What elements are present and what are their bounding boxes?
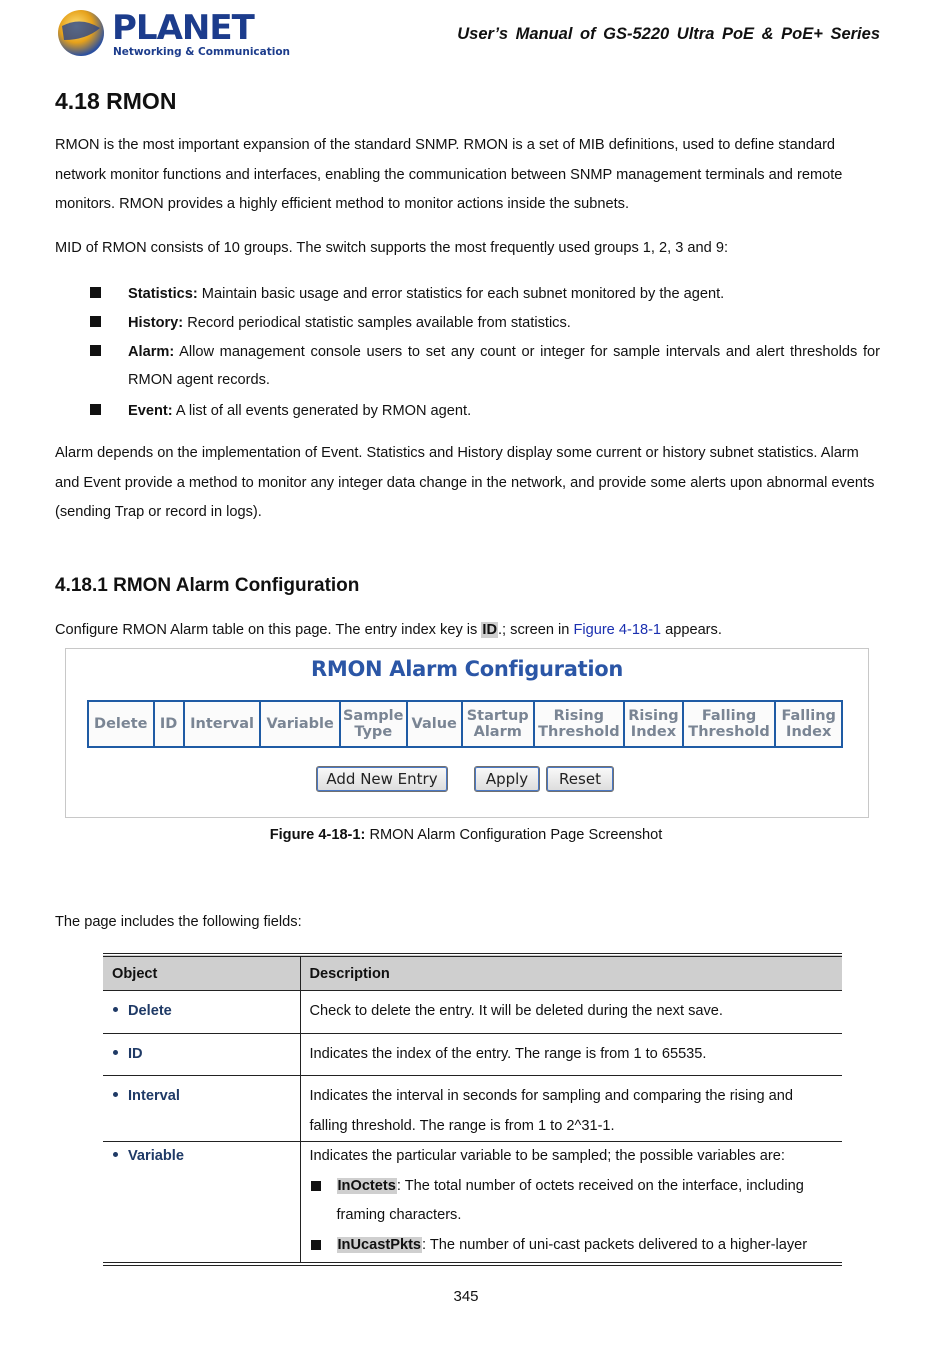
- bullet-dot-icon: [113, 1092, 118, 1097]
- list-item: InUcastPkts: The number of uni-cast packets delivered to a higher-layer: [310, 1231, 834, 1261]
- column-header-delete: Delete: [88, 701, 154, 747]
- column-header-rising-threshold: Rising Threshold: [534, 701, 625, 747]
- bullet-square-icon: [90, 404, 101, 415]
- alarm-paragraph: Alarm depends on the implementation of Event. Statistics and History display some current or history subnet statistics. Alarm and Event provide a method to monitor any integer data change in the network, and provide some alerts upon abnormal events (sending Trap or record in logs).: [55, 445, 875, 520]
- fields-intro: The page includes the following fields:: [55, 914, 302, 930]
- planet-logo: [56, 6, 291, 62]
- object-description: Indicates the particular variable to be sampled; the possible variables are: InOctets: The total number of octets received on the interface, including framing characters. InUcastPkts: The number of uni-cast packets delivered to a higher-layer: [300, 1142, 842, 1265]
- list-item: Statistics: Maintain basic usage and error statistics for each subnet monitored by the agent.: [90, 280, 880, 308]
- list-item: Event: A list of all events generated by RMON agent.: [90, 397, 880, 425]
- bullet-square-icon: [311, 1181, 321, 1191]
- svg-text:Networking & Communication: Networking & Communication: [113, 46, 291, 58]
- object-name: ID: [128, 1045, 143, 1062]
- figure-link[interactable]: Figure 4-18-1: [573, 622, 662, 638]
- document-header-title: User’s Manual of GS-5220 Ultra PoE & PoE+ Series: [457, 25, 880, 43]
- rmon-alarm-screenshot: [65, 648, 869, 818]
- column-header-id: ID: [154, 701, 184, 747]
- object-description: Check to delete the entry. It will be deleted during the next save.: [300, 991, 842, 1034]
- list-item: Alarm: Allow management console users to set any count or integer for sample intervals and alert thresholds for RMON agent records.: [90, 338, 880, 394]
- object-description: Indicates the index of the entry. The range is from 1 to 65535.: [300, 1033, 842, 1076]
- groups-paragraph: MID of RMON consists of 10 groups. The switch supports the most frequently used groups 1, 2, 3 and 9:: [55, 240, 728, 256]
- column-header-variable: Variable: [260, 701, 340, 747]
- svg-text:PLANET: PLANET: [112, 8, 254, 48]
- list-item: InOctets: The total number of octets received on the interface, including framing characters.: [310, 1172, 834, 1231]
- rmon-alarm-table: [87, 700, 843, 748]
- figure-caption: Figure 4-18-1: RMON Alarm Configuration Page Screenshot: [269, 827, 663, 843]
- table-row: [103, 1033, 842, 1076]
- column-header-object: Object: [103, 955, 300, 991]
- intro-paragraph: RMON is the most important expansion of the standard SNMP. RMON is a set of MIB definitions, used to define standard network monitor functions and interfaces, enabling the communication between SNMP management terminals and remote monitors. RMON provides a highly efficient method to monitor actions inside the subnets.: [55, 137, 843, 212]
- config-paragraph: Configure RMON Alarm table on this page. The entry index key is ID.; screen in Figure 4-18-1 appears.: [55, 622, 722, 638]
- rmon-config-title: RMON Alarm Configuration: [310, 657, 624, 681]
- object-name: Delete: [128, 1003, 172, 1019]
- bullet-square-icon: [90, 316, 101, 327]
- fields-table: [103, 953, 842, 1266]
- entry-key-highlight: ID: [482, 622, 497, 638]
- table-row: [103, 1142, 842, 1265]
- apply-button[interactable]: Apply: [474, 766, 540, 792]
- bullet-dot-icon: [113, 1050, 118, 1055]
- column-header-falling-threshold: Falling Threshold: [683, 701, 776, 747]
- column-header-startup-alarm: Startup Alarm: [462, 701, 534, 747]
- column-header-value: Value: [407, 701, 462, 747]
- subsection-title: 4.18.1 RMON Alarm Configuration: [55, 575, 360, 596]
- list-item: History: Record periodical statistic samples available from statistics.: [90, 309, 880, 337]
- bullet-square-icon: [311, 1240, 321, 1250]
- column-header-description: Description: [300, 955, 842, 991]
- bullet-dot-icon: [113, 1152, 118, 1157]
- section-title: 4.18 RMON: [55, 88, 177, 114]
- column-header-rising-index: Rising Index: [624, 701, 682, 747]
- object-description: Indicates the interval in seconds for sampling and comparing the rising and falling threshold. The range is from 1 to 2^31-1.: [300, 1076, 842, 1142]
- object-name: Variable: [128, 1148, 184, 1164]
- reset-button[interactable]: Reset: [546, 766, 614, 792]
- bullet-square-icon: [90, 287, 101, 298]
- bullet-dot-icon: [113, 1007, 118, 1012]
- table-row: [103, 1076, 842, 1142]
- object-name: Interval: [128, 1088, 180, 1104]
- column-header-falling-index: Falling Index: [775, 701, 842, 747]
- bullet-square-icon: [90, 345, 101, 356]
- page-number: 345: [453, 1288, 479, 1305]
- add-new-entry-button[interactable]: Add New Entry: [316, 766, 448, 792]
- table-row: [103, 991, 842, 1034]
- column-header-sample-type: Sample Type: [340, 701, 407, 747]
- column-header-interval: Interval: [184, 701, 261, 747]
